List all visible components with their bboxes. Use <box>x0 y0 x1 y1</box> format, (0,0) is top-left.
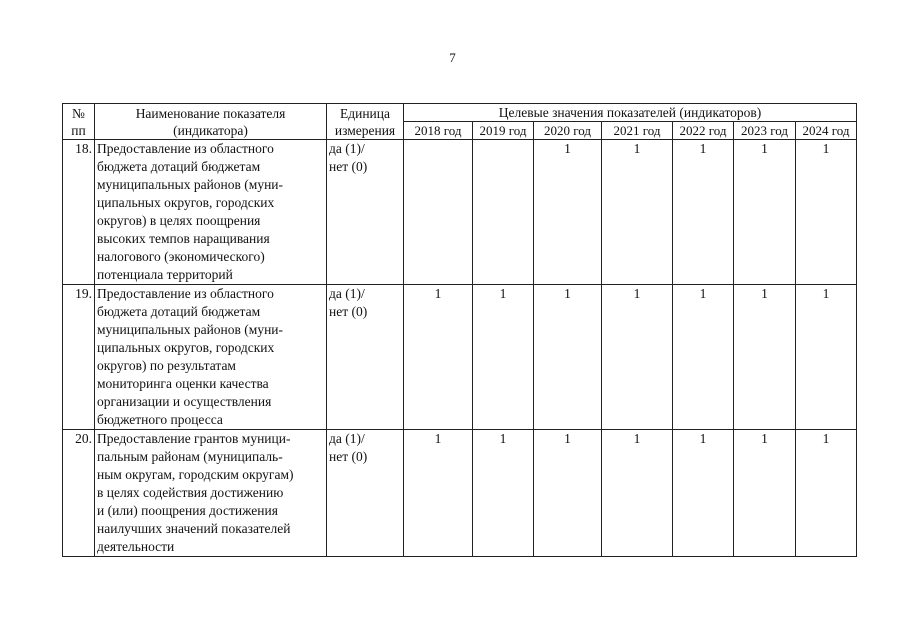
row-number: 20. <box>63 430 95 557</box>
target-value-2021: 1 <box>602 285 673 430</box>
indicator-name-line: ным округам, городским округам) <box>97 467 294 482</box>
indicator-name-line: Предоставление грантов муници- <box>97 431 291 446</box>
target-value-2019: 1 <box>473 430 534 557</box>
table-row <box>63 140 857 285</box>
indicators-table <box>62 103 857 557</box>
indicator-name-line: деятельности <box>97 539 175 554</box>
header-year-2023: 2023 год <box>734 122 796 140</box>
indicator-name-line: налогового (экономического) <box>97 249 265 264</box>
indicator-name-line: муниципальных районов (муни- <box>97 322 284 337</box>
table-row <box>63 285 857 430</box>
indicator-name-line: ципальных округов, городских <box>97 340 275 355</box>
unit-line: да (1)/ <box>329 286 365 301</box>
target-value-2024: 1 <box>796 430 857 557</box>
indicator-name-line: Предоставление из областного <box>97 286 274 301</box>
header-targets: Целевые значения показателей (индикаторов) <box>404 104 857 122</box>
unit-of-measure <box>327 140 404 285</box>
target-value-2024: 1 <box>796 285 857 430</box>
indicator-name-line: округов) по результатам <box>97 358 236 373</box>
indicator-name <box>95 430 327 557</box>
target-value-2018: 1 <box>404 285 473 430</box>
indicator-name-line: ципальных округов, городских <box>97 195 275 210</box>
indicator-name-line: высоких темпов наращивания <box>97 231 270 246</box>
table-row <box>63 430 857 557</box>
header-year-2020: 2020 год <box>534 122 602 140</box>
target-value-2021: 1 <box>602 140 673 285</box>
target-value-2019 <box>473 140 534 285</box>
header-row-top <box>63 104 857 122</box>
target-value-2019: 1 <box>473 285 534 430</box>
indicator-name <box>95 140 327 285</box>
unit-of-measure <box>327 430 404 557</box>
target-value-2021: 1 <box>602 430 673 557</box>
row-number: 19. <box>63 285 95 430</box>
header-unit-line-1: Единица <box>339 105 390 121</box>
header-number-line-1: № <box>72 105 85 121</box>
indicator-name-line: наилучших значений показателей <box>97 521 291 536</box>
target-value-2022: 1 <box>673 430 734 557</box>
indicator-name-line: в целях содействия достижению <box>97 485 284 500</box>
indicator-name-line: бюджета дотаций бюджетам <box>97 159 261 174</box>
header-unit <box>327 104 404 140</box>
indicator-name-line: организации и осуществления <box>97 394 272 409</box>
indicator-name-line: Предоставление из областного <box>97 141 274 156</box>
header-year-2021: 2021 год <box>602 122 673 140</box>
target-value-2020: 1 <box>534 285 602 430</box>
header-year-2022: 2022 год <box>673 122 734 140</box>
unit-line: да (1)/ <box>329 141 365 156</box>
indicator-name-line: потенциала территорий <box>97 267 233 282</box>
unit-line: нет (0) <box>329 159 368 174</box>
unit-line: да (1)/ <box>329 431 365 446</box>
indicator-name-line: пальным районам (муниципаль- <box>97 449 283 464</box>
target-value-2020: 1 <box>534 430 602 557</box>
header-name-line-1: Наименование показателя <box>135 105 286 121</box>
target-value-2018: 1 <box>404 430 473 557</box>
indicator-name-line: округов) в целях поощрения <box>97 213 261 228</box>
header-year-2018: 2018 год <box>404 122 473 140</box>
header-name-line-2: (индикатора) <box>173 122 248 138</box>
unit-line: нет (0) <box>329 304 368 319</box>
header-unit-line-2: измерения <box>334 122 396 138</box>
indicator-name-line: и (или) поощрения достижения <box>97 503 278 518</box>
target-value-2020: 1 <box>534 140 602 285</box>
table-body <box>63 140 857 557</box>
page-number: 7 <box>449 50 456 65</box>
target-value-2023: 1 <box>734 140 796 285</box>
target-value-2024: 1 <box>796 140 857 285</box>
header-number-line-2: пп <box>71 122 86 138</box>
indicator-name <box>95 285 327 430</box>
unit-of-measure <box>327 285 404 430</box>
indicator-name-line: мониторинга оценки качества <box>97 376 269 391</box>
target-value-2022: 1 <box>673 285 734 430</box>
target-value-2023: 1 <box>734 430 796 557</box>
header-year-2024: 2024 год <box>796 122 857 140</box>
row-number: 18. <box>63 140 95 285</box>
target-value-2022: 1 <box>673 140 734 285</box>
indicator-name-line: бюджетного процесса <box>97 412 223 427</box>
indicator-name-line: муниципальных районов (муни- <box>97 177 284 192</box>
header-year-2019: 2019 год <box>473 122 534 140</box>
header-number <box>63 104 95 140</box>
unit-line: нет (0) <box>329 449 368 464</box>
header-name <box>95 104 327 140</box>
target-value-2018 <box>404 140 473 285</box>
target-value-2023: 1 <box>734 285 796 430</box>
table-header <box>63 104 857 140</box>
indicator-name-line: бюджета дотаций бюджетам <box>97 304 261 319</box>
